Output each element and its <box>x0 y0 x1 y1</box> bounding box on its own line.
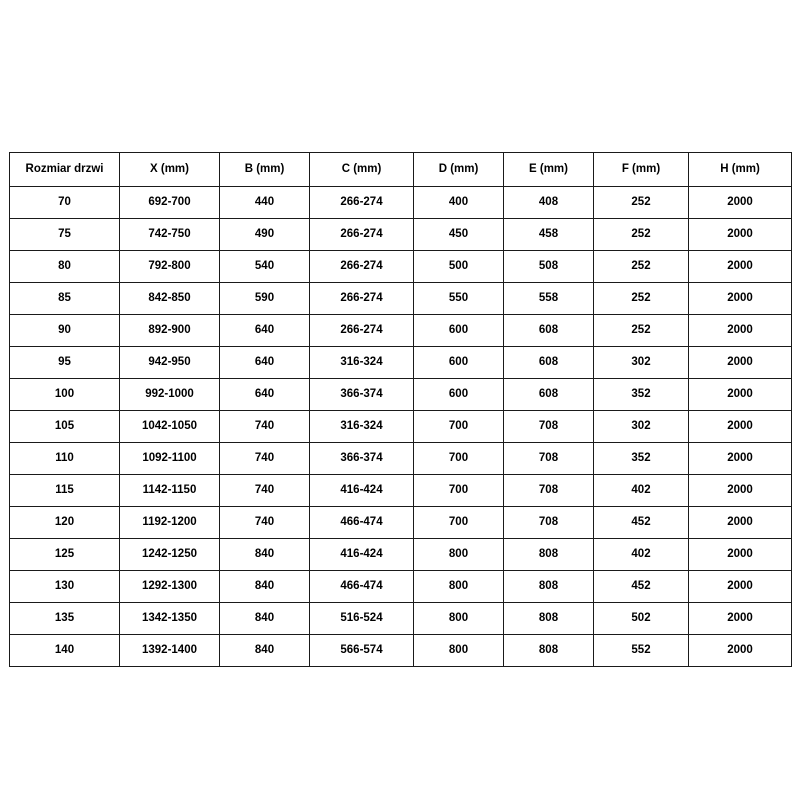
cell-e: 608 <box>504 379 594 411</box>
cell-f: 402 <box>594 539 689 571</box>
cell-x: 992-1000 <box>120 379 220 411</box>
cell-x: 1192-1200 <box>120 507 220 539</box>
cell-f: 302 <box>594 411 689 443</box>
cell-d: 700 <box>414 475 504 507</box>
cell-c: 566-574 <box>310 635 414 667</box>
table-row <box>10 283 792 315</box>
cell-c: 316-324 <box>310 347 414 379</box>
cell-size: 140 <box>10 635 120 667</box>
cell-size: 110 <box>10 443 120 475</box>
cell-size: 100 <box>10 379 120 411</box>
cell-d: 400 <box>414 187 504 219</box>
cell-d: 450 <box>414 219 504 251</box>
cell-f: 252 <box>594 283 689 315</box>
cell-h: 2000 <box>689 315 792 347</box>
cell-e: 708 <box>504 507 594 539</box>
cell-h: 2000 <box>689 187 792 219</box>
cell-size: 105 <box>10 411 120 443</box>
cell-e: 608 <box>504 315 594 347</box>
cell-b: 640 <box>220 347 310 379</box>
table-body <box>10 187 792 667</box>
table-row <box>10 443 792 475</box>
cell-c: 266-274 <box>310 315 414 347</box>
cell-f: 252 <box>594 251 689 283</box>
size-table <box>9 152 792 667</box>
cell-c: 266-274 <box>310 187 414 219</box>
cell-f: 552 <box>594 635 689 667</box>
cell-d: 600 <box>414 347 504 379</box>
column-header-e: E (mm) <box>504 153 594 187</box>
cell-e: 808 <box>504 603 594 635</box>
cell-c: 416-424 <box>310 475 414 507</box>
cell-size: 115 <box>10 475 120 507</box>
cell-d: 800 <box>414 571 504 603</box>
cell-h: 2000 <box>689 635 792 667</box>
cell-c: 466-474 <box>310 507 414 539</box>
cell-b: 840 <box>220 571 310 603</box>
cell-x: 1092-1100 <box>120 443 220 475</box>
cell-e: 608 <box>504 347 594 379</box>
cell-x: 1242-1250 <box>120 539 220 571</box>
column-header-h: H (mm) <box>689 153 792 187</box>
cell-x: 1142-1150 <box>120 475 220 507</box>
cell-b: 740 <box>220 507 310 539</box>
cell-d: 700 <box>414 507 504 539</box>
cell-h: 2000 <box>689 571 792 603</box>
cell-h: 2000 <box>689 507 792 539</box>
table-row <box>10 251 792 283</box>
cell-size: 95 <box>10 347 120 379</box>
column-header-rozmiar-drzwi: Rozmiar drzwi <box>10 153 120 187</box>
cell-c: 266-274 <box>310 219 414 251</box>
cell-size: 85 <box>10 283 120 315</box>
cell-e: 708 <box>504 475 594 507</box>
cell-size: 120 <box>10 507 120 539</box>
cell-h: 2000 <box>689 411 792 443</box>
cell-d: 550 <box>414 283 504 315</box>
cell-size: 70 <box>10 187 120 219</box>
cell-size: 75 <box>10 219 120 251</box>
table-row <box>10 219 792 251</box>
cell-e: 408 <box>504 187 594 219</box>
cell-f: 502 <box>594 603 689 635</box>
cell-e: 558 <box>504 283 594 315</box>
cell-b: 840 <box>220 539 310 571</box>
cell-c: 516-524 <box>310 603 414 635</box>
cell-h: 2000 <box>689 443 792 475</box>
cell-h: 2000 <box>689 347 792 379</box>
cell-b: 840 <box>220 635 310 667</box>
cell-b: 740 <box>220 443 310 475</box>
cell-x: 792-800 <box>120 251 220 283</box>
cell-f: 452 <box>594 571 689 603</box>
table-row <box>10 475 792 507</box>
cell-d: 600 <box>414 315 504 347</box>
cell-x: 892-900 <box>120 315 220 347</box>
cell-h: 2000 <box>689 283 792 315</box>
cell-c: 366-374 <box>310 443 414 475</box>
table-row <box>10 411 792 443</box>
cell-f: 352 <box>594 443 689 475</box>
column-header-f: F (mm) <box>594 153 689 187</box>
cell-d: 700 <box>414 411 504 443</box>
cell-f: 302 <box>594 347 689 379</box>
table-header-row <box>10 153 792 187</box>
table-row <box>10 539 792 571</box>
cell-e: 508 <box>504 251 594 283</box>
cell-e: 808 <box>504 539 594 571</box>
size-table-container <box>9 152 791 667</box>
table-row <box>10 635 792 667</box>
cell-b: 740 <box>220 411 310 443</box>
column-header-d: D (mm) <box>414 153 504 187</box>
cell-b: 640 <box>220 315 310 347</box>
cell-b: 440 <box>220 187 310 219</box>
cell-f: 452 <box>594 507 689 539</box>
cell-b: 740 <box>220 475 310 507</box>
cell-f: 252 <box>594 187 689 219</box>
table-row <box>10 187 792 219</box>
cell-f: 252 <box>594 315 689 347</box>
cell-c: 466-474 <box>310 571 414 603</box>
cell-x: 1042-1050 <box>120 411 220 443</box>
cell-x: 942-950 <box>120 347 220 379</box>
cell-h: 2000 <box>689 603 792 635</box>
cell-d: 500 <box>414 251 504 283</box>
cell-x: 1342-1350 <box>120 603 220 635</box>
cell-d: 600 <box>414 379 504 411</box>
cell-x: 1392-1400 <box>120 635 220 667</box>
column-header-c: C (mm) <box>310 153 414 187</box>
cell-b: 490 <box>220 219 310 251</box>
cell-x: 742-750 <box>120 219 220 251</box>
cell-d: 800 <box>414 603 504 635</box>
cell-h: 2000 <box>689 475 792 507</box>
table-row <box>10 571 792 603</box>
table-header <box>10 153 792 187</box>
cell-e: 458 <box>504 219 594 251</box>
cell-h: 2000 <box>689 379 792 411</box>
cell-e: 808 <box>504 571 594 603</box>
cell-d: 700 <box>414 443 504 475</box>
table-row <box>10 603 792 635</box>
cell-f: 402 <box>594 475 689 507</box>
column-header-x: X (mm) <box>120 153 220 187</box>
cell-x: 692-700 <box>120 187 220 219</box>
cell-size: 130 <box>10 571 120 603</box>
cell-size: 125 <box>10 539 120 571</box>
cell-e: 808 <box>504 635 594 667</box>
cell-h: 2000 <box>689 219 792 251</box>
cell-size: 80 <box>10 251 120 283</box>
cell-b: 540 <box>220 251 310 283</box>
cell-size: 90 <box>10 315 120 347</box>
cell-x: 1292-1300 <box>120 571 220 603</box>
cell-e: 708 <box>504 443 594 475</box>
cell-b: 590 <box>220 283 310 315</box>
table-row <box>10 315 792 347</box>
cell-c: 266-274 <box>310 283 414 315</box>
table-row <box>10 347 792 379</box>
cell-e: 708 <box>504 411 594 443</box>
cell-d: 800 <box>414 635 504 667</box>
cell-h: 2000 <box>689 539 792 571</box>
cell-c: 416-424 <box>310 539 414 571</box>
cell-f: 352 <box>594 379 689 411</box>
table-row <box>10 379 792 411</box>
cell-b: 640 <box>220 379 310 411</box>
cell-c: 266-274 <box>310 251 414 283</box>
cell-f: 252 <box>594 219 689 251</box>
column-header-b: B (mm) <box>220 153 310 187</box>
cell-size: 135 <box>10 603 120 635</box>
cell-c: 316-324 <box>310 411 414 443</box>
table-row <box>10 507 792 539</box>
cell-x: 842-850 <box>120 283 220 315</box>
cell-d: 800 <box>414 539 504 571</box>
cell-c: 366-374 <box>310 379 414 411</box>
cell-b: 840 <box>220 603 310 635</box>
cell-h: 2000 <box>689 251 792 283</box>
